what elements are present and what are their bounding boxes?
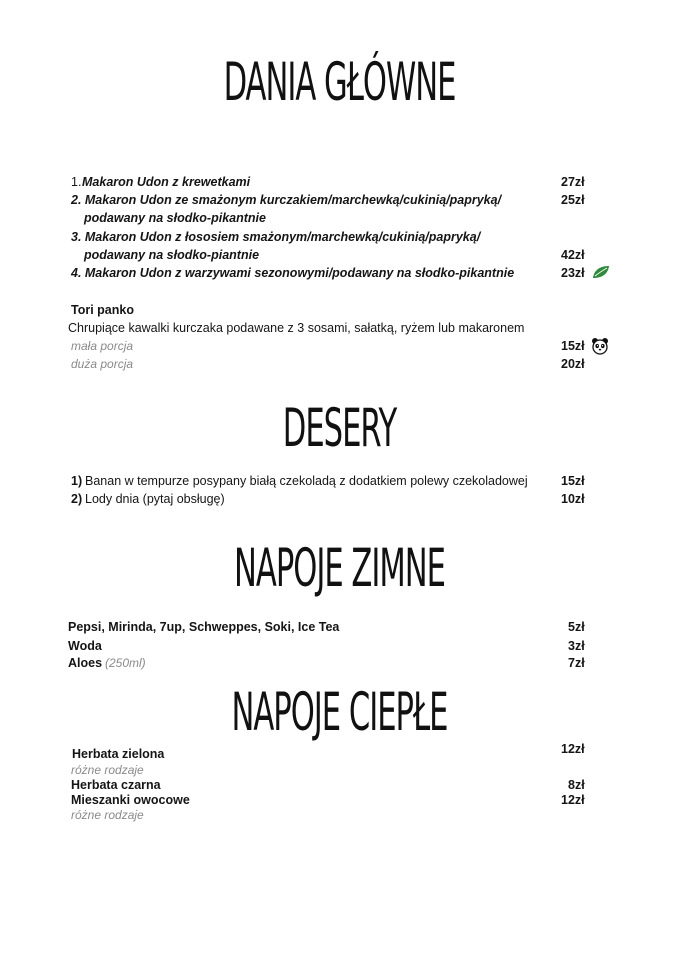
tori-title: Tori panko [71, 303, 134, 317]
cold-drink-2-name: Woda [68, 639, 102, 653]
hot-drink-2-name: Herbata czarna [71, 778, 161, 792]
cold-drink-1-name: Pepsi, Mirinda, 7up, Schweppes, Soki, Ice Tea [68, 620, 340, 634]
hot-drink-3-name: Mieszanki owocowe [71, 793, 190, 807]
dessert-2-name: Lody dnia (pytaj obsługę) [85, 492, 225, 506]
dish-3-line1: 3. Makaron Udon z łososiem smażonym/marchewką/cukinią/papryką/ [71, 230, 481, 244]
cold-drink-2-price: 3zł [568, 639, 585, 653]
hot-drink-3-note: różne rodzaje [71, 808, 144, 822]
cold-drink-1-price: 5zł [568, 620, 585, 634]
dish-4-price: 23zł [561, 266, 585, 280]
dessert-2-price: 10zł [561, 492, 585, 506]
tori-large-label: duża porcja [71, 357, 134, 371]
leaf-icon [592, 265, 610, 279]
cold-drink-3-name: Aloes [68, 656, 103, 670]
dessert-1-number: 1) [71, 474, 83, 488]
dish-2-line2: podawany na słodko-pikantnie [84, 211, 266, 225]
tori-small-label: mała porcja [71, 339, 134, 353]
dessert-1-price: 15zł [561, 474, 585, 488]
dish-3-price: 42zł [561, 248, 585, 262]
item-number: 1. [71, 175, 82, 189]
dish-1-price: 27zł [561, 175, 585, 189]
hot-drink-1-note: różne rodzaje [71, 763, 144, 777]
hot-drink-1-price: 12zł [561, 742, 585, 756]
tori-large-price: 20zł [561, 357, 585, 371]
dish-4-name: 4. Makaron Udon z warzywami sezonowymi/podawany na słodko-pikantnie [71, 266, 515, 280]
dish-3-line2: podawany na słodko-piantnie [84, 248, 260, 262]
dessert-2-number: 2) [71, 492, 83, 506]
hot-drink-1-name: Herbata zielona [72, 747, 165, 761]
panda-icon [591, 337, 609, 355]
tori-description: Chrupiące kawalki kurczaka podawane z 3 sosami, sałatką, ryżem lub makaronem [68, 321, 525, 335]
cold-drink-3-price: 7zł [568, 656, 585, 670]
tori-small-price: 15zł [561, 339, 585, 353]
heading-hot-drinks: NAPOJE CIEPŁE [231, 682, 448, 744]
hot-drink-3-price: 12zł [561, 793, 585, 807]
heading-cold-drinks: NAPOJE ZIMNE [234, 538, 445, 600]
hot-drink-2-price: 8zł [568, 778, 585, 792]
cold-drink-3-note: (250ml) [105, 656, 146, 670]
heading-main-dishes: DANIA GŁÓWNE [223, 52, 456, 114]
dish-2-price: 25zł [561, 193, 585, 207]
dessert-1-name: Banan w tempurze posypany białą czekoladą z dodatkiem polewy czekoladowej [85, 474, 528, 488]
heading-desserts: DESERY [282, 398, 397, 460]
dish-1-name: Makaron Udon z krewetkami [82, 175, 251, 189]
dish-2-line1: 2. Makaron Udon ze smażonym kurczakiem/marchewką/cukinią/papryką/ [71, 193, 502, 207]
